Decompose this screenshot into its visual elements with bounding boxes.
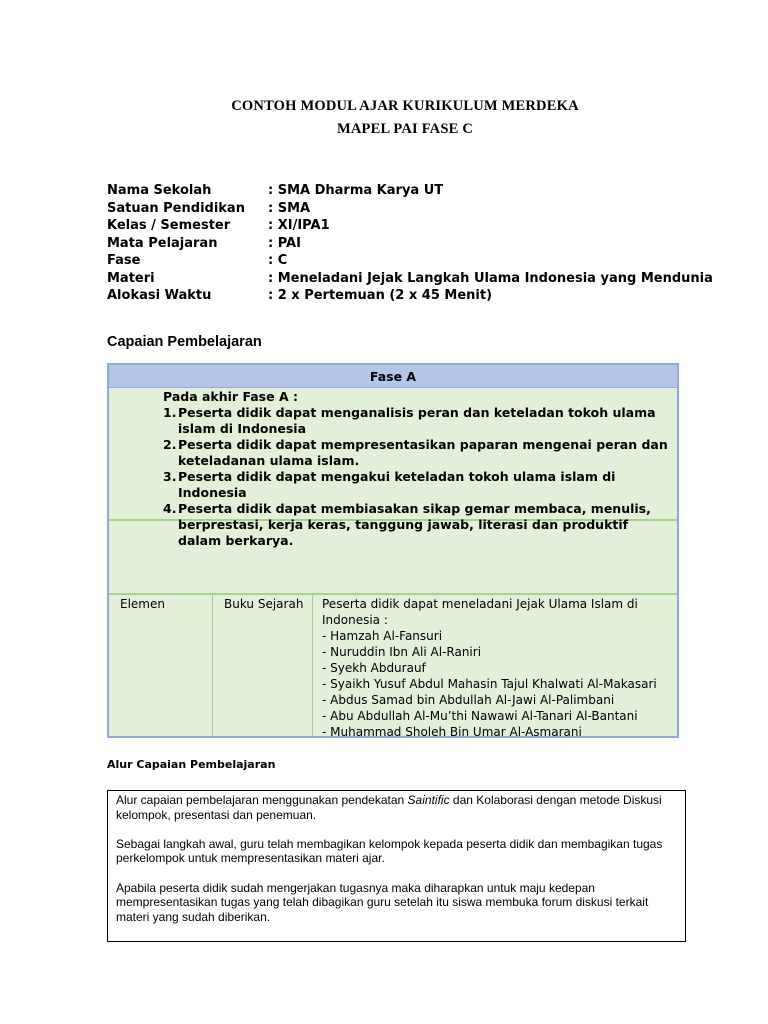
list-text: Peserta didik dapat menganalisis peran dan keteladan tokoh ulama islam di Indonesia: [178, 405, 656, 436]
info-label: Nama Sekolah: [107, 183, 212, 198]
info-label: Materi: [107, 270, 155, 286]
info-label: Fase: [107, 253, 141, 268]
objectives-intro: Pada akhir Fase A :: [163, 389, 298, 404]
list-item: [163, 405, 675, 437]
table-header: Fase A: [109, 365, 677, 388]
list-item: - Syekh Abdurauf: [322, 661, 426, 675]
identity-info-block: [107, 182, 713, 305]
info-row-nama-sekolah: [107, 182, 713, 200]
capaian-heading: Capaian Pembelajaran: [107, 334, 262, 350]
info-value: : PAI: [268, 235, 301, 251]
list-item: [163, 437, 675, 469]
alur-paragraph-3: Apabila peserta didik sudah mengerjakan tugasnya maka diharapkan untuk maju kedepan mempresentasikan tugas yang telah dibagikan guru setelah itu siswa membuka forum diskusi terkait materi yang sudah diberikan.: [116, 880, 649, 924]
alur-p1-text-end: dan Kolaborasi dengan metode Diskusi kelompok, presentasi dan penemuan.: [116, 793, 662, 822]
alur-heading: Alur Capaian Pembelajaran: [107, 758, 276, 771]
list-item: - Hamzah Al-Fansuri: [322, 629, 443, 643]
list-text: Peserta didik dapat mempresentasikan paparan mengenai peran dan keteladanan ulama islam.: [178, 437, 668, 468]
document-title-line2: MAPEL PAI FASE C: [337, 121, 473, 137]
list-item: - Abu Abdullah Al-Mu’thi Nawawi Al-Tanari Al-Bantani: [322, 709, 638, 723]
cell-elemen: Elemen: [109, 594, 213, 736]
info-label: Mata Pelajaran: [107, 235, 218, 251]
list-text: Peserta didik dapat mengakui keteladan tokoh ulama islam di Indonesia: [178, 469, 616, 500]
document-title-line1: CONTOH MODUL AJAR KURIKULUM MERDEKA: [231, 98, 579, 114]
info-row-fase: [107, 252, 713, 270]
ulama-intro: Peserta didik dapat meneladani Jejak Ulama Islam di Indonesia :: [322, 597, 638, 627]
table-empty-row: [109, 521, 677, 595]
alur-paragraph-2: Sebagai langkah awal, guru telah membagikan kelompok kepada peserta didik dan membagikan tugas perkelompok untuk mempresentasikan materi ajar.: [116, 836, 663, 866]
info-label: Kelas / Semester: [107, 218, 231, 233]
info-value: : SMA: [268, 200, 311, 216]
info-row-mata-pelajaran: [107, 235, 713, 253]
alur-p1-italic: Saintific: [407, 793, 450, 807]
cell-buku-sejarah: Buku Sejarah: [213, 594, 313, 736]
list-number: 1.: [163, 405, 177, 420]
list-number: 4.: [163, 501, 177, 516]
list-item: - Syaikh Yusuf Abdul Mahasin Tajul Khalwati Al-Makasari: [322, 677, 657, 691]
info-row-kelas-semester: [107, 217, 713, 235]
info-value: : SMA Dharma Karya UT: [268, 183, 444, 198]
list-item: - Nuruddin Ibn Ali Al-Raniri: [322, 645, 482, 659]
info-value: : 2 x Pertemuan (2 x 45 Menit): [268, 288, 493, 303]
list-text: Peserta didik dapat membiasakan sikap gemar membaca, menulis, berprestasi, kerja keras, tanggung jawab, literasi dan produktif dalam berkarya.: [178, 501, 651, 548]
cell-ulama: [313, 594, 679, 739]
info-value: : XI/IPA1: [268, 218, 330, 233]
info-row-alokasi-waktu: [107, 287, 713, 305]
list-item: - Abdus Samad bin Abdullah Al-Jawi Al-Palimbani: [322, 693, 615, 707]
info-value: : C: [268, 253, 288, 268]
alur-text-box: [107, 790, 686, 942]
alur-p1-text: Alur capaian pembelajaran menggunakan pendekatan: [116, 793, 408, 807]
info-label: Alokasi Waktu: [107, 288, 212, 303]
ulama-list: [322, 628, 679, 740]
info-row-satuan-pendidikan: [107, 200, 713, 218]
list-item: - Muhammad Sholeh Bin Umar Al-Asmarani: [322, 725, 582, 739]
alur-paragraph-1: [116, 793, 677, 822]
capaian-table: [107, 363, 679, 738]
list-item: [163, 469, 675, 501]
info-value: : Meneladani Jejak Langkah Ulama Indonesia yang Mendunia: [268, 270, 713, 286]
list-number: 2.: [163, 437, 177, 452]
list-number: 3.: [163, 469, 177, 484]
info-label: Satuan Pendidikan: [107, 200, 245, 216]
table-body-objectives: [109, 387, 677, 548]
table-row: [109, 594, 677, 739]
info-row-materi: [107, 270, 713, 288]
